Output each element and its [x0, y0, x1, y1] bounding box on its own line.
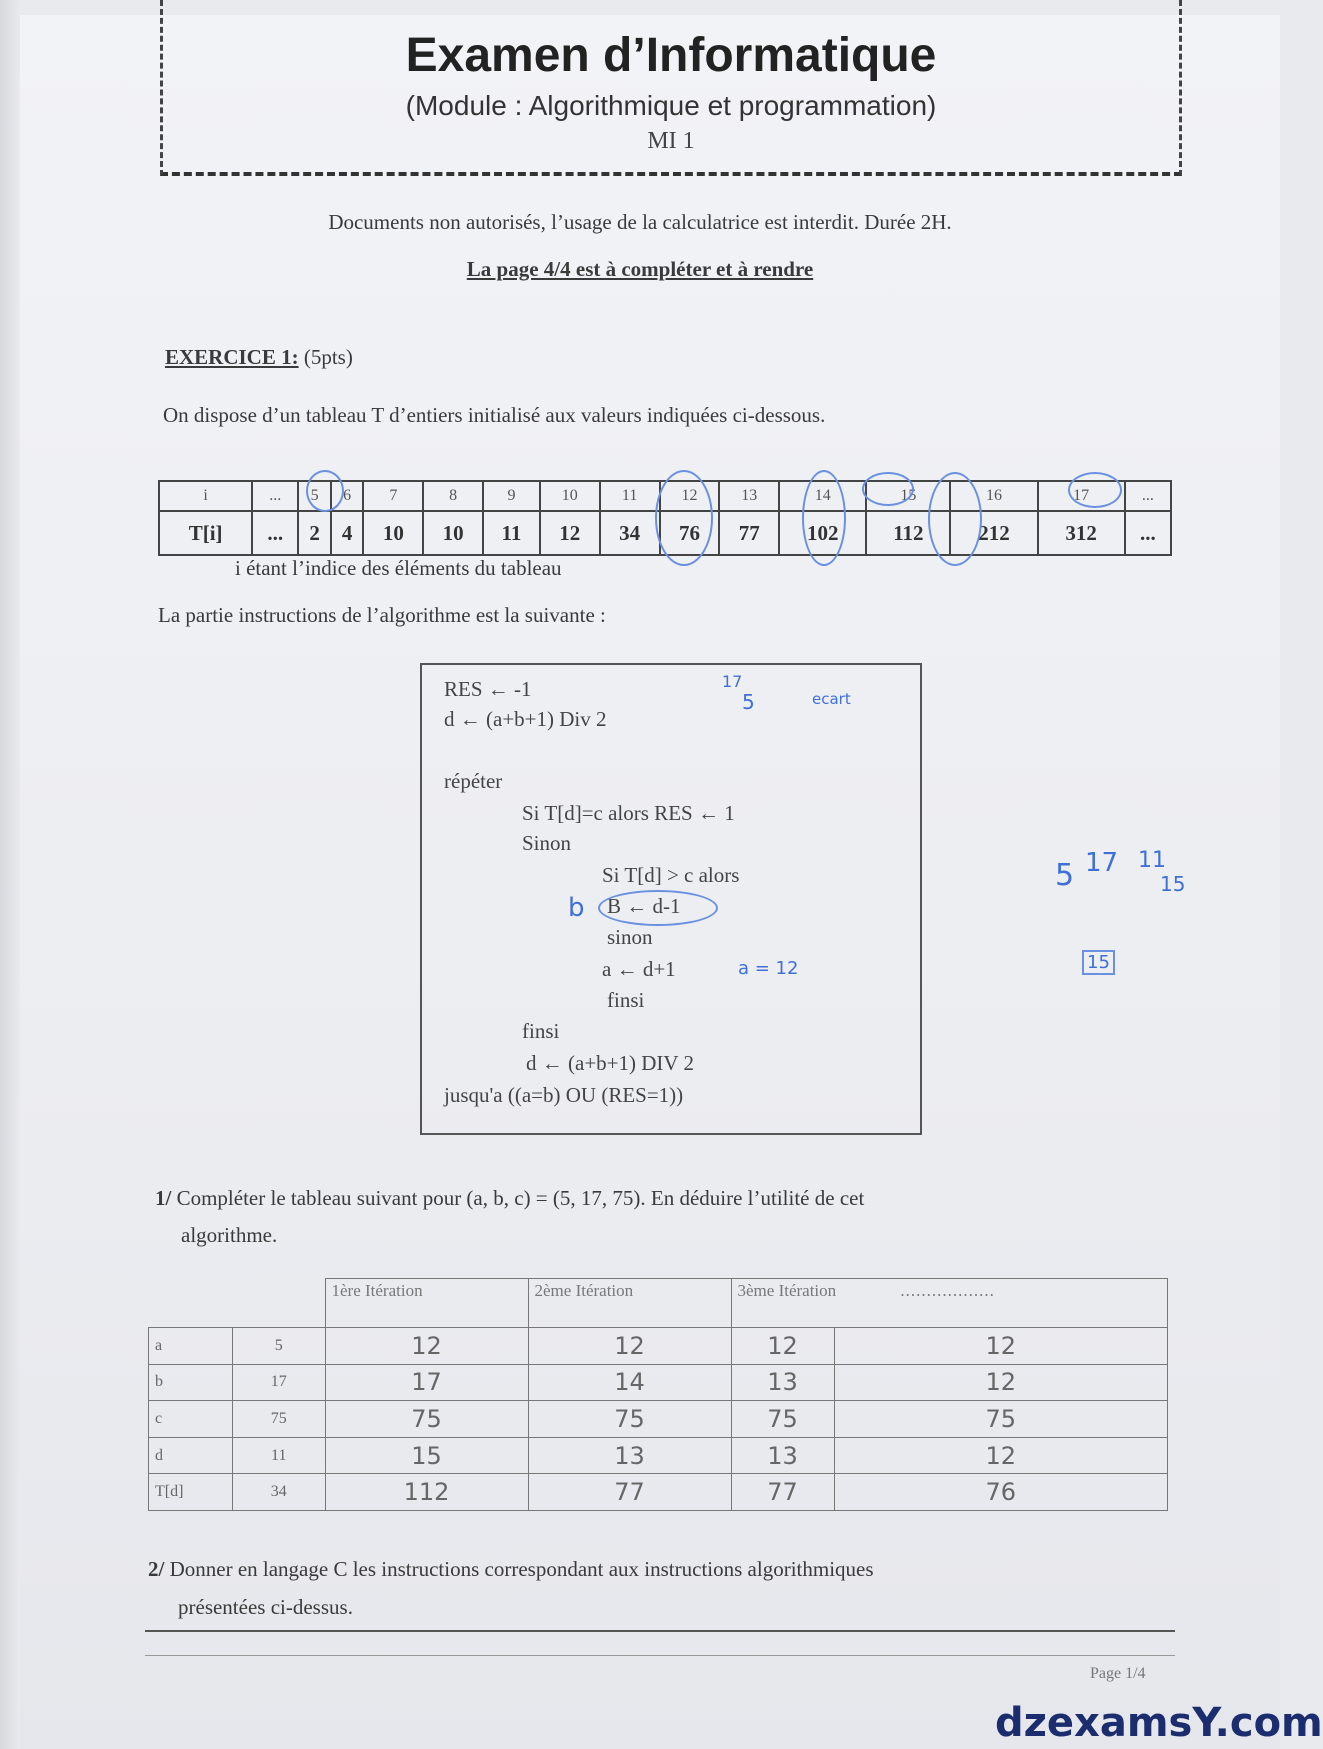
algo-line: répéter	[444, 769, 503, 793]
trace-header-row	[149, 1279, 1168, 1328]
question1-text-cont: algorithme.	[181, 1223, 278, 1247]
trace-header-dots: ..................	[900, 1281, 995, 1300]
trace-answer-cell[interactable]: 75	[528, 1401, 731, 1438]
array-value-cell: 2	[298, 511, 331, 555]
divider	[145, 1655, 1175, 1656]
array-ellipsis: ...	[1125, 511, 1171, 555]
algo-line: sinon	[607, 925, 653, 949]
array-index-cell: 14	[779, 481, 866, 511]
array-index-cell: 16	[950, 481, 1037, 511]
trace-row	[149, 1328, 1168, 1365]
module-subtitle: (Module : Algorithmique et programmation)	[405, 90, 937, 121]
trace-row	[149, 1437, 1168, 1474]
array-index-cell: 13	[719, 481, 779, 511]
handwritten-circle	[598, 890, 718, 926]
trace-answer-cell[interactable]: 77	[731, 1474, 834, 1511]
divider	[145, 1630, 1175, 1632]
trace-var-cell: a	[149, 1328, 233, 1365]
trace-var-cell: c	[149, 1401, 233, 1438]
trace-answer-cell[interactable]: 17	[325, 1364, 528, 1401]
array-index-cell: 7	[363, 481, 423, 511]
array-index-cell: 10	[540, 481, 600, 511]
question2-text: Donner en langage C les instructions correspondant aux instructions algorithmiques	[169, 1557, 874, 1581]
question2	[148, 1550, 1088, 1626]
array-index-cell: 8	[423, 481, 483, 511]
trace-answer-cell[interactable]: 112	[325, 1474, 528, 1511]
handwritten-note: 15	[1160, 872, 1186, 896]
trace-header-cell: 1ère Itération	[325, 1279, 528, 1328]
trace-answer-cell[interactable]: 75	[731, 1401, 834, 1438]
trace-init-cell: 17	[233, 1364, 326, 1401]
trace-init-cell: 34	[233, 1474, 326, 1511]
trace-table	[148, 1278, 1168, 1511]
handwritten-note: 11	[1138, 848, 1166, 873]
array-index-cell: 6	[331, 481, 364, 511]
array-value-cell: 112	[866, 511, 950, 555]
handwritten-note: 5	[1055, 858, 1075, 893]
trace-var-cell: b	[149, 1364, 233, 1401]
trace-answer-cell[interactable]: 15	[325, 1437, 528, 1474]
array-value-cell: 34	[600, 511, 660, 555]
algorithm-intro: La partie instructions de l’algorithme est la suivante :	[158, 603, 606, 627]
handwritten-circle	[306, 470, 344, 512]
trace-answer-cell[interactable]: 12	[834, 1364, 1168, 1401]
trace-answer-cell[interactable]: 12	[834, 1437, 1168, 1474]
array-value-cell: 312	[1038, 511, 1125, 555]
array-index-cell: 15	[866, 481, 950, 511]
trace-row	[149, 1364, 1168, 1401]
array-value-cell: 102	[779, 511, 866, 555]
handwritten-note: a = 12	[738, 958, 799, 979]
array-value-cell: 4	[331, 511, 364, 555]
watermark-logo: dzexamsY.com	[995, 1700, 1323, 1746]
array-note: i étant l’indice des éléments du tableau	[235, 556, 562, 580]
trace-header-cell	[731, 1279, 1168, 1328]
trace-answer-cell[interactable]: 75	[325, 1401, 528, 1438]
trace-header-cell: 2ème Itération	[528, 1279, 731, 1328]
exercise1-points: (5pts)	[303, 345, 353, 369]
trace-answer-cell[interactable]: 13	[731, 1437, 834, 1474]
handwritten-boxed-answer: 15	[1082, 950, 1115, 975]
trace-row	[149, 1401, 1168, 1438]
algo-line: finsi	[522, 1019, 560, 1043]
array-index-cell: 5	[298, 481, 331, 511]
trace-header-label: 3ème Itération	[737, 1281, 837, 1300]
trace-answer-cell[interactable]: 13	[731, 1364, 834, 1401]
handwritten-note: 5	[742, 690, 755, 714]
trace-answer-cell[interactable]: 14	[528, 1364, 731, 1401]
page-info: La page 4/4 est à compléter et à rendre	[466, 257, 814, 281]
level-label: MI 1	[647, 128, 695, 154]
trace-answer-cell[interactable]: 12	[528, 1328, 731, 1365]
handwritten-note: b	[568, 893, 585, 923]
algo-line: Si T[d]=c alors RES ← 1	[522, 801, 735, 825]
trace-answer-cell[interactable]: 12	[325, 1328, 528, 1365]
algo-line: Sinon	[522, 831, 572, 855]
trace-init-cell: 5	[233, 1328, 326, 1365]
trace-init-cell: 75	[233, 1401, 326, 1438]
exam-title: Examen d’Informatique	[405, 29, 937, 82]
trace-row	[149, 1474, 1168, 1511]
array-header-cell: i	[159, 481, 252, 511]
handwritten-circle	[655, 470, 713, 566]
array-value-cell: 11	[483, 511, 540, 555]
question2-number: 2/	[148, 1557, 165, 1581]
handwritten-circle	[802, 470, 846, 566]
trace-var-cell: d	[149, 1437, 233, 1474]
question1-text: Compléter le tableau suivant pour (a, b, c) = (5, 17, 75). En déduire l’utilité de cet	[176, 1186, 865, 1210]
array-value-cell: 212	[950, 511, 1037, 555]
handwritten-circle	[1068, 472, 1122, 508]
exam-rules: Documents non autorisés, l’usage de la calculatrice est interdit. Durée 2H.	[328, 210, 952, 234]
algo-line: Si T[d] > c alors	[602, 863, 740, 887]
algo-line: finsi	[607, 988, 645, 1012]
header-box	[160, 0, 1182, 176]
trace-answer-cell[interactable]: 13	[528, 1437, 731, 1474]
array-index-cell: 11	[600, 481, 660, 511]
trace-answer-cell[interactable]: 12	[834, 1328, 1168, 1365]
handwritten-note: ecart	[812, 690, 851, 708]
page-number: Page 1/4	[1090, 1665, 1146, 1682]
trace-var-cell: T[d]	[149, 1474, 233, 1511]
array-value-cell: 76	[660, 511, 720, 555]
trace-empty-cell	[233, 1279, 326, 1328]
trace-init-cell: 11	[233, 1437, 326, 1474]
algo-line: d ← (a+b+1) Div 2	[444, 707, 607, 731]
exercise1-label: EXERCICE 1:	[165, 345, 299, 369]
trace-empty-cell	[149, 1279, 233, 1328]
array-ellipsis: ...	[1125, 481, 1171, 511]
trace-answer-cell[interactable]: 77	[528, 1474, 731, 1511]
question1	[155, 1180, 1095, 1254]
array-header-cell: T[i]	[159, 511, 252, 555]
trace-answer-cell[interactable]: 76	[834, 1474, 1168, 1511]
exercise1-intro: On dispose d’un tableau T d’entiers initialisé aux valeurs indiquées ci-dessous.	[163, 403, 826, 427]
algo-line: B ← d-1	[607, 894, 681, 918]
array-value-cell: 12	[540, 511, 600, 555]
algo-line: d ← (a+b+1) DIV 2	[526, 1051, 694, 1075]
question2-text-cont: présentées ci-dessus.	[178, 1595, 353, 1619]
array-ellipsis: ...	[252, 511, 298, 555]
array-index-cell: 12	[660, 481, 720, 511]
algo-line: a ← d+1	[602, 957, 676, 981]
question1-number: 1/	[155, 1186, 172, 1210]
handwritten-note: 17	[1085, 848, 1119, 878]
array-value-cell: 10	[423, 511, 483, 555]
handwritten-note: 17	[722, 672, 743, 691]
algo-line: jusqu'a ((a=b) OU (RES=1))	[444, 1083, 684, 1107]
handwritten-circle	[862, 472, 914, 506]
trace-answer-cell[interactable]: 75	[834, 1401, 1168, 1438]
array-ellipsis: ...	[252, 481, 298, 511]
array-index-cell: 9	[483, 481, 540, 511]
trace-answer-cell[interactable]: 12	[731, 1328, 834, 1365]
array-value-cell: 77	[719, 511, 779, 555]
array-value-cell: 10	[363, 511, 423, 555]
handwritten-circle	[928, 472, 982, 566]
algo-line: RES ← -1	[444, 677, 532, 701]
exercise1-heading	[165, 345, 353, 370]
array-index-cell: 17	[1038, 481, 1125, 511]
